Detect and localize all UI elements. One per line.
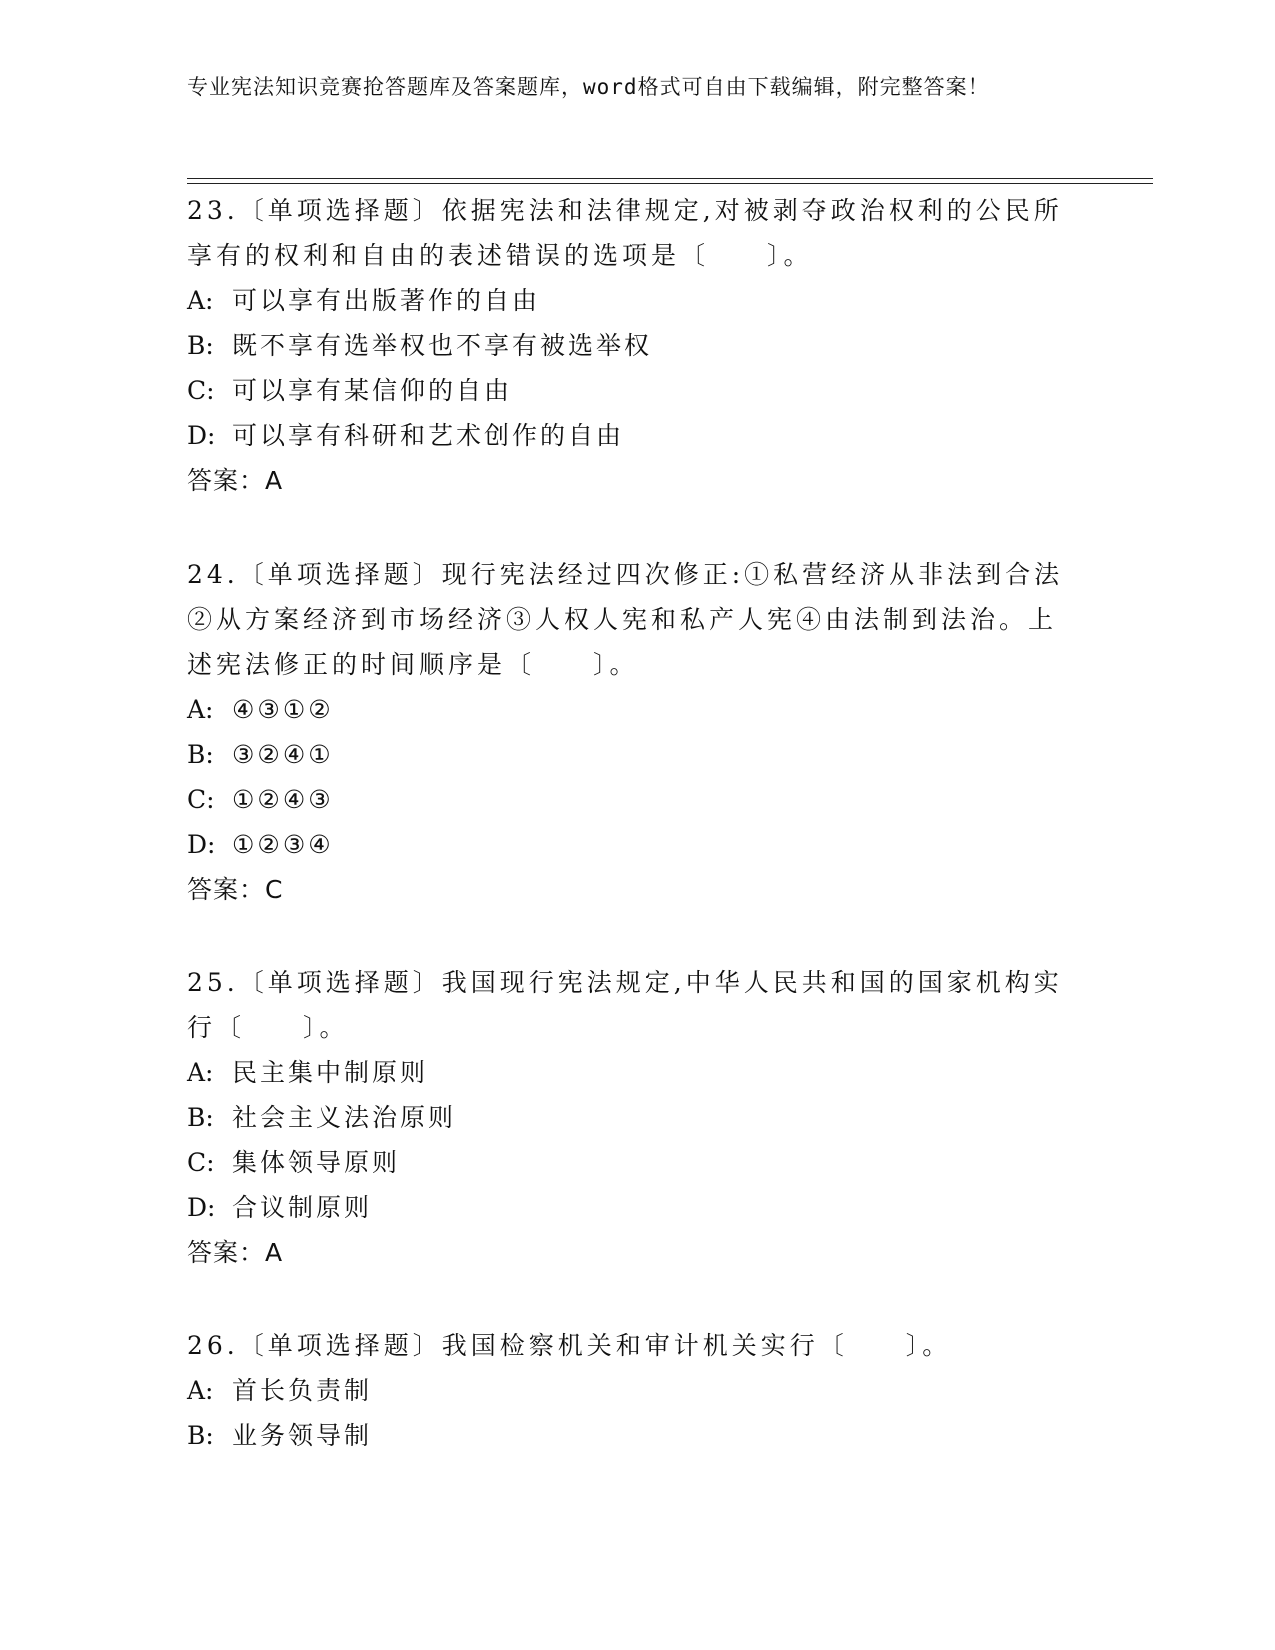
option-text: 业务领导制 bbox=[232, 1421, 373, 1450]
option-b bbox=[187, 323, 1067, 368]
option-text: 民主集中制原则 bbox=[232, 1058, 429, 1087]
option-text: 可以享有科研和艺术创作的自由 bbox=[232, 421, 625, 450]
option-letter: A: bbox=[187, 1058, 214, 1087]
option-text: ④③①② bbox=[232, 695, 334, 724]
option-d bbox=[187, 413, 1067, 458]
question-answer: 答案：C bbox=[187, 875, 284, 904]
option-text: 既不享有选举权也不享有被选举权 bbox=[232, 331, 653, 360]
option-text: ③②④① bbox=[232, 740, 334, 769]
option-d bbox=[187, 1185, 1067, 1230]
question-stem: 24.〔单项选择题〕现行宪法经过四次修正:①私营经济从非法到合法②从方案经济到市场经济③人权人宪和私产人宪④由法制到法治。上述宪法修正的时间顺序是〔 〕。 bbox=[187, 560, 1064, 679]
question-answer: 答案：A bbox=[187, 1238, 284, 1267]
option-text: 合议制原则 bbox=[232, 1193, 373, 1222]
option-a bbox=[187, 1368, 1067, 1413]
question-stem: 25.〔单项选择题〕我国现行宪法规定,中华人民共和国的国家机构实行〔 〕。 bbox=[187, 968, 1063, 1042]
option-letter: B: bbox=[187, 331, 214, 360]
option-text: ①②④③ bbox=[232, 785, 334, 814]
option-a bbox=[187, 687, 1067, 732]
option-text: 首长负责制 bbox=[232, 1376, 373, 1405]
option-b bbox=[187, 1095, 1067, 1140]
option-letter: A: bbox=[187, 286, 214, 315]
question-26 bbox=[187, 1323, 1067, 1458]
question-stem: 23.〔单项选择题〕依据宪法和法律规定,对被剥夺政治权利的公民所享有的权利和自由的表述错误的选项是〔 〕。 bbox=[187, 196, 1063, 270]
option-b bbox=[187, 1413, 1067, 1458]
option-letter: B: bbox=[187, 1421, 214, 1450]
option-c bbox=[187, 368, 1067, 413]
question-stem: 26.〔单项选择题〕我国检察机关和审计机关实行〔 〕。 bbox=[187, 1331, 952, 1360]
option-letter: A: bbox=[187, 695, 214, 724]
question-23 bbox=[187, 188, 1067, 503]
option-letter: C: bbox=[187, 376, 215, 405]
option-text: 可以享有某信仰的自由 bbox=[232, 376, 513, 405]
option-a bbox=[187, 278, 1067, 323]
header-rule-top bbox=[187, 178, 1153, 179]
question-answer: 答案：A bbox=[187, 466, 284, 495]
option-b bbox=[187, 732, 1067, 777]
option-letter: D: bbox=[187, 421, 216, 450]
option-text: 可以享有出版著作的自由 bbox=[232, 286, 541, 315]
option-letter: D: bbox=[187, 1193, 216, 1222]
header-rule-bottom bbox=[187, 183, 1153, 184]
option-letter: C: bbox=[187, 1148, 215, 1177]
question-25 bbox=[187, 960, 1067, 1275]
option-letter: A: bbox=[187, 1376, 214, 1405]
document-header: 专业宪法知识竞赛抢答题库及答案题库，word格式可自由下载编辑，附完整答案！ bbox=[187, 75, 990, 99]
option-text: 集体领导原则 bbox=[232, 1148, 401, 1177]
option-letter: D: bbox=[187, 830, 216, 859]
option-text: ①②③④ bbox=[232, 830, 334, 859]
option-d bbox=[187, 822, 1067, 867]
option-a bbox=[187, 1050, 1067, 1095]
option-letter: B: bbox=[187, 740, 214, 769]
option-letter: B: bbox=[187, 1103, 214, 1132]
option-c bbox=[187, 777, 1067, 822]
question-24 bbox=[187, 552, 1067, 912]
option-c bbox=[187, 1140, 1067, 1185]
option-letter: C: bbox=[187, 785, 215, 814]
option-text: 社会主义法治原则 bbox=[232, 1103, 457, 1132]
